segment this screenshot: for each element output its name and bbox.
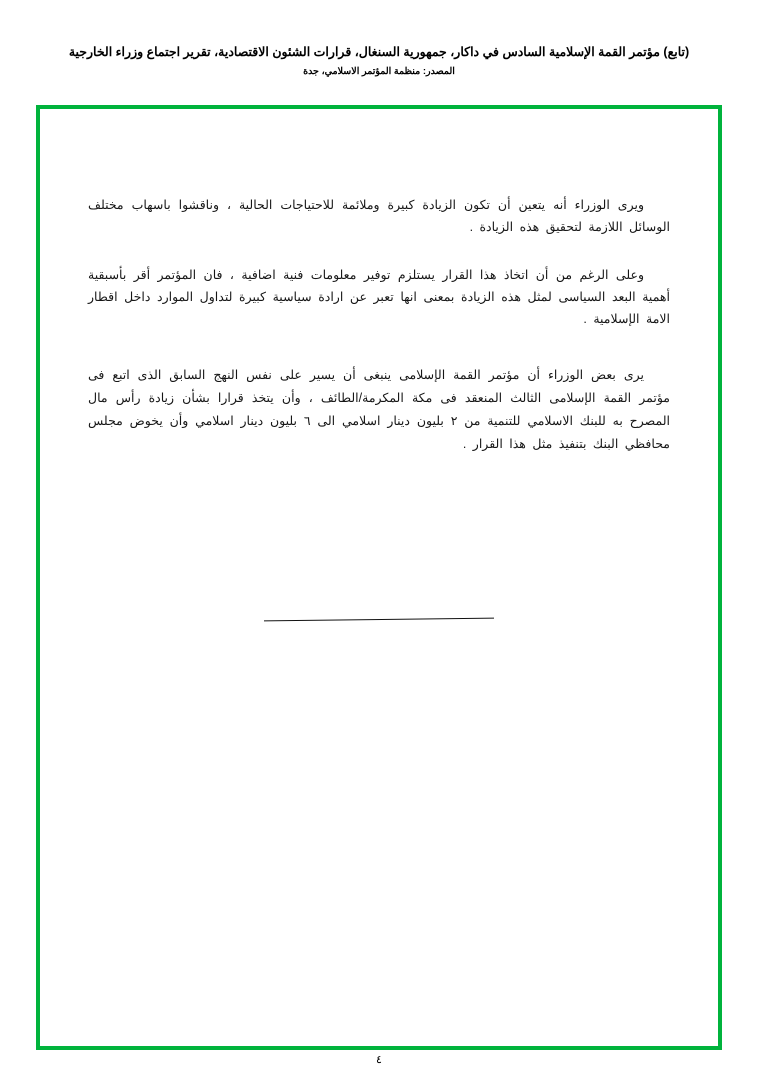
document-body	[88, 194, 670, 482]
paragraph-3: يرى بعض الوزراء أن مؤتمر القمة الإسلامى ينبغى أن يسير على نفس النهج السابق الذى اتبع فى مؤتمر القمة الإسلامى الثالث المنعقد فى مكة المكرمة/الطائف ، وأن يتخذ قرارا بشأن زيادة رأس مال المصرح به للبنك الاسلامي للتنمية من ٢ بليون دينار اسلامي الى ٦ بليون دينار اسلامي وأن يخوض مجلس محافظي البنك بتنفيذ مثل هذا القرار .	[88, 368, 670, 451]
separator-rule	[264, 618, 494, 622]
page-border-frame	[36, 105, 722, 1050]
page-number: ٤	[376, 1054, 382, 1066]
separator-rule-container	[40, 619, 718, 620]
header-title: (تابع) مؤتمر القمة الإسلامية السادس في داكار، جمهورية السنغال، قرارات الشئون الاقتصادية، تقرير اجتماع وزراء الخارجية	[68, 45, 690, 59]
document-header	[0, 44, 758, 77]
paragraph-2: وعلى الرغم من أن اتخاذ هذا القرار يستلزم توفير معلومات فنية اضافية ، فان المؤتمر أقر بأسبقية أهمية البعد السياسى لمثل هذه الزيادة بمعنى انها تعبر عن ارادة سياسية كبيرة لتداول الموارد داخل اقطار الامة الإسلامية .	[88, 268, 670, 326]
header-source: المصدر: منظمة المؤتمر الاسلامي، جدة	[303, 66, 455, 77]
paragraph-1: ويرى الوزراء أنه يتعين أن تكون الزيادة كبيرة وملائمة للاحتياجات الحالية ، وناقشوا باسهاب مختلف الوسائل اللازمة لتحقيق هذه الزيادة .	[88, 198, 670, 234]
